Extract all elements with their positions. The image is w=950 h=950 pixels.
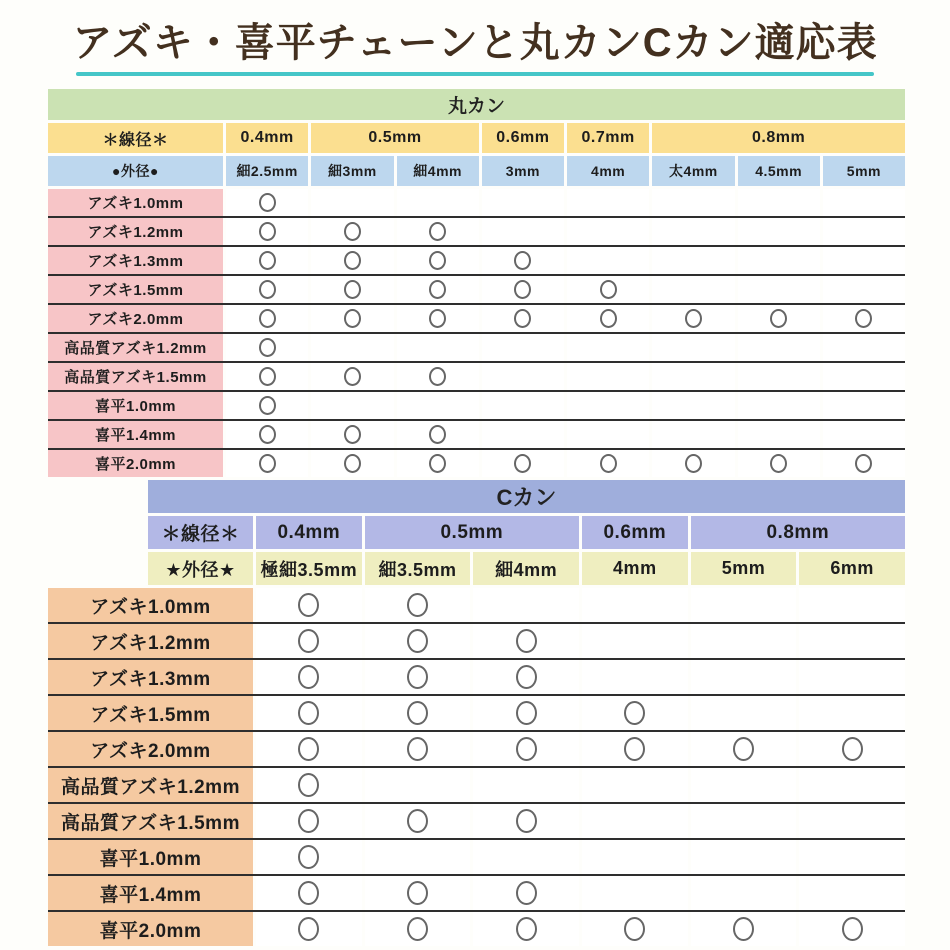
circle-mark [842,737,863,761]
circle-mark [259,280,276,299]
compat-cell [652,363,734,390]
compat-cell [799,624,905,658]
circle-mark [429,222,446,241]
compat-cell [226,392,308,419]
compat-cell [567,363,649,390]
table-row [48,332,905,361]
circle-mark [407,881,428,905]
compat-cell [397,247,479,274]
compat-cell [311,189,393,216]
table-rows [48,189,905,477]
circle-mark [516,917,537,941]
compat-cell [823,218,905,245]
circle-mark [733,737,754,761]
row-label: アズキ1.5mm [48,696,253,730]
compat-cell [482,450,564,477]
table-marukan [48,89,905,477]
table-row [48,838,905,874]
outer-size-cell: 極細3.5mm [256,552,362,585]
compat-cell [226,334,308,361]
table-title-bar: Cカン [148,480,905,513]
compat-cell [311,218,393,245]
compat-cell [226,421,308,448]
compat-cell [365,660,471,694]
table-row [48,189,905,216]
outer-diameter-row [48,156,905,186]
circle-mark [259,367,276,386]
compat-cell [397,218,479,245]
circle-mark [298,881,319,905]
outer-size-cell: 太4mm [652,156,734,186]
circle-mark [259,454,276,473]
row-label: アズキ2.0mm [48,732,253,766]
outer-size-cell: 細2.5mm [226,156,308,186]
table-row [48,766,905,802]
compat-cell [256,876,362,910]
compat-cell [691,588,797,622]
outer-size-cell: 4mm [567,156,649,186]
compat-cell [582,804,688,838]
compat-cell [738,247,820,274]
wire-diameter-label: ＊線径＊ [48,123,223,153]
compat-cell [652,421,734,448]
compat-cell [652,334,734,361]
circle-mark [514,280,531,299]
compat-cell [738,334,820,361]
circle-mark [429,309,446,328]
compat-cell [226,363,308,390]
compat-cell [738,276,820,303]
page-title-text: アズキ・喜平チェーンと丸カンCカン適応表 [72,21,878,65]
compat-cell [652,189,734,216]
compat-cell [473,588,579,622]
compat-cell [226,189,308,216]
outer-size-cell: 5mm [823,156,905,186]
circle-mark [298,845,319,869]
row-label: 高品質アズキ1.2mm [48,334,223,361]
circle-mark [298,773,319,797]
circle-mark [298,701,319,725]
circle-mark [259,309,276,328]
compat-cell [567,334,649,361]
outer-diameter-label: ●外径● [48,156,223,186]
compat-cell [256,696,362,730]
compat-cell [652,305,734,332]
compat-cell [226,276,308,303]
outer-diameter-label: ★外径★ [148,552,253,585]
circle-mark [516,701,537,725]
compat-cell [582,912,688,946]
circle-mark [259,396,276,415]
compat-cell [691,696,797,730]
circle-mark [514,454,531,473]
compat-cell [256,912,362,946]
compat-cell [799,840,905,874]
compat-cell [691,840,797,874]
compat-cell [365,804,471,838]
compat-cell [365,912,471,946]
row-label: 喜平1.0mm [48,392,223,419]
compat-cell [482,421,564,448]
compat-cell [482,334,564,361]
compat-cell [256,624,362,658]
compat-cell [567,392,649,419]
row-label: 喜平1.4mm [48,421,223,448]
compat-cell [226,305,308,332]
compat-cell [311,363,393,390]
circle-mark [407,629,428,653]
outer-size-cell: 3mm [482,156,564,186]
circle-mark [770,454,787,473]
compat-cell [652,392,734,419]
compat-cell [823,334,905,361]
compat-cell [799,660,905,694]
compat-cell [691,624,797,658]
compat-cell [473,768,579,802]
compat-cell [691,912,797,946]
circle-mark [600,454,617,473]
table-row [48,390,905,419]
row-label: アズキ1.0mm [48,588,253,622]
compat-cell [582,768,688,802]
table-row [48,694,905,730]
compat-cell [311,276,393,303]
outer-size-cell: 4.5mm [738,156,820,186]
outer-size-cell: 細4mm [473,552,579,585]
compat-cell [738,189,820,216]
circle-mark [429,251,446,270]
compat-cell [482,363,564,390]
compat-cell [823,276,905,303]
wire-diameter-row [148,516,905,549]
compat-cell [473,660,579,694]
row-label: 喜平1.4mm [48,876,253,910]
compat-cell [567,276,649,303]
compat-cell [823,392,905,419]
compat-cell [473,804,579,838]
compat-cell [738,305,820,332]
compat-cell [482,305,564,332]
circle-mark [855,309,872,328]
outer-size-cell: 細3mm [311,156,393,186]
circle-mark [516,629,537,653]
wire-size-cell: 0.8mm [691,516,905,549]
compat-cell [311,305,393,332]
compat-cell [799,588,905,622]
circle-mark [685,309,702,328]
compat-cell [691,768,797,802]
compat-cell [311,450,393,477]
wire-size-cell: 0.8mm [652,123,905,153]
compat-cell [365,732,471,766]
compat-cell [256,732,362,766]
row-label: アズキ1.3mm [48,247,223,274]
table-row [48,216,905,245]
compat-cell [823,305,905,332]
compat-cell [691,732,797,766]
compat-cell [311,247,393,274]
compat-cell [799,696,905,730]
circle-mark [855,454,872,473]
compat-cell [691,876,797,910]
circle-mark [600,309,617,328]
compat-cell [582,588,688,622]
compat-cell [226,450,308,477]
outer-diameter-row [148,552,905,585]
compat-cell [652,450,734,477]
compat-cell [473,840,579,874]
compat-cell [652,247,734,274]
compat-cell [397,276,479,303]
compat-cell [738,218,820,245]
table-title-bar: 丸カン [48,89,905,120]
compat-cell [567,189,649,216]
circle-mark [407,593,428,617]
circle-mark [407,665,428,689]
compat-cell [365,840,471,874]
circle-mark [429,454,446,473]
circle-mark [298,665,319,689]
compat-cell [365,588,471,622]
compat-cell [652,276,734,303]
compat-cell [582,696,688,730]
page-title [0,0,950,76]
compat-cell [799,732,905,766]
table-row [48,419,905,448]
outer-size-cell: 細3.5mm [365,552,471,585]
circle-mark [259,193,276,212]
circle-mark [298,917,319,941]
compat-cell [652,218,734,245]
compat-cell [256,660,362,694]
compat-cell [482,247,564,274]
outer-size-cell: 5mm [691,552,797,585]
table-row [48,361,905,390]
compat-cell [473,624,579,658]
row-label: アズキ1.3mm [48,660,253,694]
table-row [48,622,905,658]
compat-cell [397,334,479,361]
compat-cell [738,392,820,419]
wire-size-cell: 0.6mm [482,123,564,153]
compat-cell [365,624,471,658]
compat-cell [582,624,688,658]
row-label: 高品質アズキ1.5mm [48,363,223,390]
wire-size-cell: 0.5mm [365,516,579,549]
compat-cell [473,732,579,766]
table-row [48,245,905,274]
compat-cell [567,305,649,332]
circle-mark [407,737,428,761]
wire-size-cell: 0.6mm [582,516,688,549]
compat-cell [473,912,579,946]
compat-cell [226,247,308,274]
compat-cell [582,660,688,694]
table-row [48,910,905,946]
compat-cell [799,768,905,802]
compat-cell [482,276,564,303]
compat-cell [311,334,393,361]
circle-mark [685,454,702,473]
row-label: 喜平2.0mm [48,912,253,946]
row-label: 喜平2.0mm [48,450,223,477]
compat-cell [226,218,308,245]
circle-mark [624,701,645,725]
circle-mark [842,917,863,941]
circle-mark [259,425,276,444]
compat-cell [567,421,649,448]
compat-cell [311,421,393,448]
compat-cell [397,450,479,477]
wire-diameter-row [48,123,905,153]
compat-cell [799,876,905,910]
circle-mark [516,665,537,689]
compat-cell [823,363,905,390]
circle-mark [344,280,361,299]
compat-cell [567,247,649,274]
compat-cell [397,363,479,390]
circle-mark [429,425,446,444]
compat-cell [311,392,393,419]
circle-mark [516,809,537,833]
compat-cell [365,768,471,802]
compat-cell [397,421,479,448]
table-row [48,588,905,622]
compat-cell [799,912,905,946]
circle-mark [516,881,537,905]
circle-mark [298,629,319,653]
compat-cell [567,450,649,477]
table-row [48,730,905,766]
table-row [48,448,905,477]
row-label: アズキ1.0mm [48,189,223,216]
compat-cell [582,876,688,910]
circle-mark [624,917,645,941]
circle-mark [516,737,537,761]
circle-mark [733,917,754,941]
compat-cell [397,392,479,419]
compat-cell [397,189,479,216]
circle-mark [344,454,361,473]
row-label: アズキ1.5mm [48,276,223,303]
circle-mark [344,425,361,444]
wire-diameter-label: ＊線径＊ [148,516,253,549]
circle-mark [429,367,446,386]
compat-cell [365,876,471,910]
circle-mark [298,809,319,833]
circle-mark [514,309,531,328]
wire-size-cell: 0.4mm [226,123,308,153]
compat-cell [799,804,905,838]
compat-cell [482,392,564,419]
circle-mark [344,367,361,386]
row-label: 喜平1.0mm [48,840,253,874]
compat-cell [738,363,820,390]
table-row [48,274,905,303]
outer-size-cell: 細4mm [397,156,479,186]
compat-cell [823,421,905,448]
compat-cell [691,660,797,694]
compat-cell [738,421,820,448]
outer-size-cell: 4mm [582,552,688,585]
circle-mark [407,917,428,941]
circle-mark [514,251,531,270]
circle-mark [298,593,319,617]
row-label: アズキ2.0mm [48,305,223,332]
circle-mark [259,338,276,357]
circle-mark [344,251,361,270]
row-label: 高品質アズキ1.5mm [48,804,253,838]
table-rows [48,588,905,946]
compat-cell [823,247,905,274]
table-row [48,802,905,838]
compat-cell [691,804,797,838]
circle-mark [407,809,428,833]
wire-size-cell: 0.4mm [256,516,362,549]
row-label: アズキ1.2mm [48,624,253,658]
compat-cell [823,189,905,216]
circle-mark [298,737,319,761]
table-row [48,303,905,332]
compat-cell [823,450,905,477]
circle-mark [624,737,645,761]
compat-cell [365,696,471,730]
wire-size-cell: 0.7mm [567,123,649,153]
circle-mark [259,251,276,270]
row-label: アズキ1.2mm [48,218,223,245]
circle-mark [600,280,617,299]
compat-cell [256,768,362,802]
compat-cell [473,876,579,910]
circle-mark [429,280,446,299]
compat-cell [256,588,362,622]
compat-cell [473,696,579,730]
table-ckan [48,480,905,946]
compat-cell [482,189,564,216]
circle-mark [770,309,787,328]
circle-mark [344,309,361,328]
compat-cell [567,218,649,245]
compat-cell [256,804,362,838]
compat-cell [482,218,564,245]
row-label: 高品質アズキ1.2mm [48,768,253,802]
compat-cell [397,305,479,332]
compat-cell [256,840,362,874]
circle-mark [407,701,428,725]
compat-cell [582,732,688,766]
outer-size-cell: 6mm [799,552,905,585]
table-row [48,874,905,910]
circle-mark [259,222,276,241]
circle-mark [344,222,361,241]
compat-cell [582,840,688,874]
wire-size-cell: 0.5mm [311,123,479,153]
compat-cell [738,450,820,477]
table-row [48,658,905,694]
title-underline [76,72,874,76]
